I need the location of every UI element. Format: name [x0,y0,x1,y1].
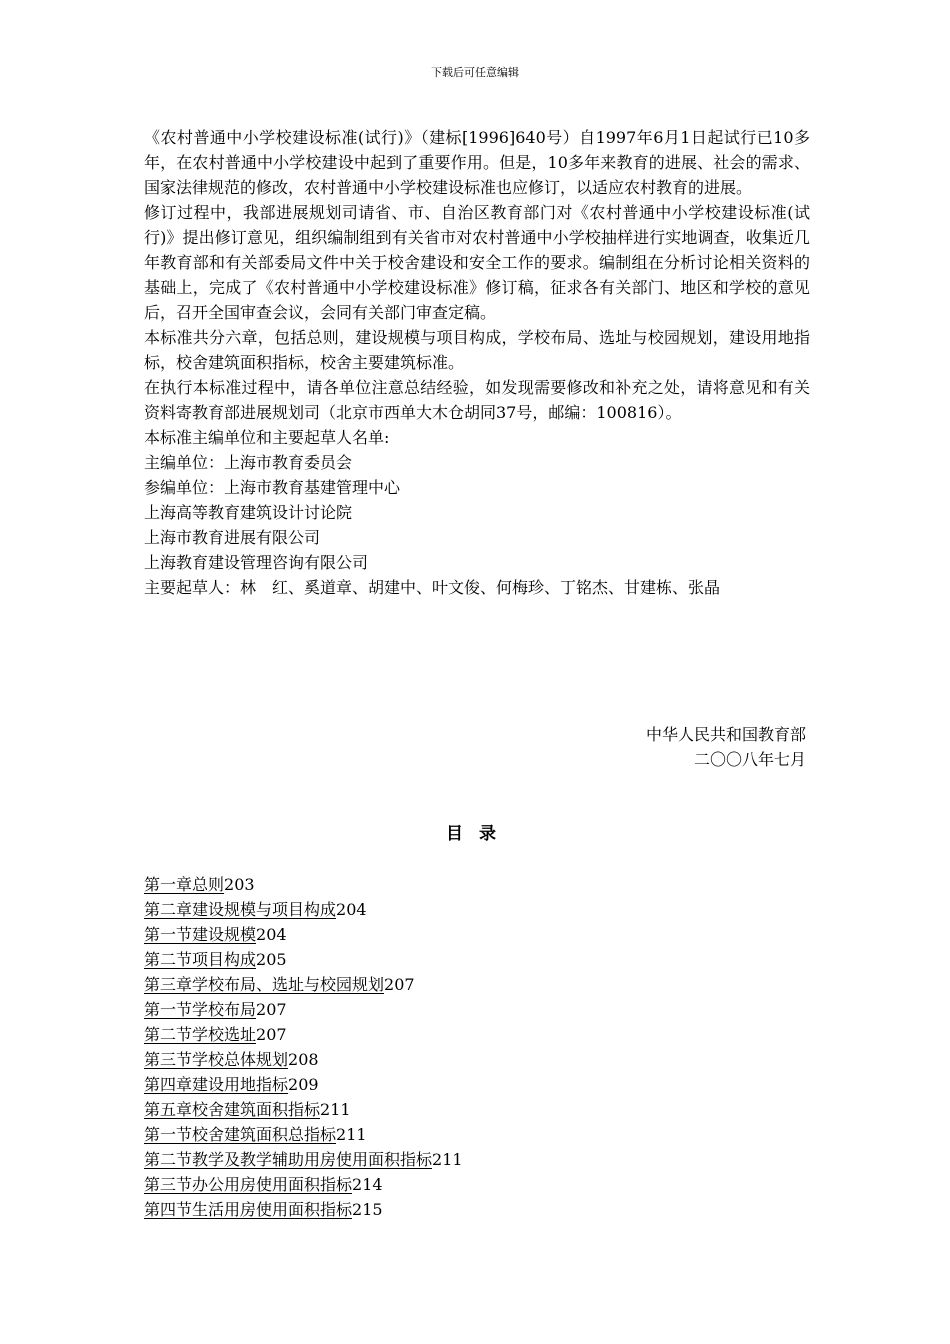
toc-item [144,1097,810,1122]
paragraph-chief-editor: 主编单位：上海市教育委员会 [144,453,353,472]
toc-item [144,947,810,972]
paragraph-history: 《农村普通中小学校建设标准(试行)》（建标[1996]640号）自1997年6月1日起试行已10多年，在农村普通中小学校建设中起到了重要作用。但是，10多年来教育的进展、社会的需求、国家法律规范的修改，农村普通中小学校建设标准也应修订，以适应农村教育的进展。 [144,128,810,197]
toc-page: 211 [336,1125,367,1144]
paragraph-revision-process: 修订过程中，我部进展规划司请省、市、自治区教育部门对《农村普通中小学校建设标准(试行)》提出修订意见，组织编制组到有关省市对农村普通中小学校抽样进行实地调查，收集近几年教育部和有关部委局文件中关于校舍建设和安全工作的要求。编制组在分析讨论相关资料的基础上，完成了《农村普通中小学校建设标准》修订稿，征求各有关部门、地区和学校的意见后，召开全国审查会议，会同有关部门审查定稿。 [144,203,810,322]
toc-page: 208 [288,1050,319,1069]
toc-page: 211 [432,1150,463,1169]
toc-page: 214 [352,1175,383,1194]
paragraph-feedback: 在执行本标准过程中，请各单位注意总结经验，如发现需要修改和补充之处，请将意见和有关资料寄教育部进展规划司（北京市西单大木仓胡同37号，邮编：100816）。 [144,378,810,422]
paragraph-author-list-intro: 本标准主编单位和主要起草人名单: [144,428,390,447]
paragraph-co-editor-3: 上海市教育进展有限公司 [144,528,321,547]
toc-page: 211 [320,1100,351,1119]
toc-link[interactable]: 第三章学校布局、选址与校园规划 [144,975,385,994]
toc-link[interactable]: 第一节校舍建筑面积总指标 [144,1125,337,1144]
toc-page: 207 [256,1025,287,1044]
toc-title: 目录 [446,824,512,844]
toc-item [144,897,810,922]
signature-date: 二〇〇八年七月 [693,750,806,769]
signature-block [144,722,806,772]
toc-page: 207 [256,1000,287,1019]
toc-item [144,872,810,897]
toc-link[interactable]: 第二节学校选址 [144,1025,257,1044]
toc-link[interactable]: 第一章总则 [144,875,225,894]
toc-item [144,1047,810,1072]
toc-page: 205 [256,950,287,969]
table-of-contents [144,872,810,1222]
toc-item [144,1072,810,1097]
toc-link[interactable]: 第四章建设用地指标 [144,1075,289,1094]
toc-link[interactable]: 第二章建设规模与项目构成 [144,900,337,919]
toc-page: 203 [224,875,255,894]
toc-link[interactable]: 第一节建设规模 [144,925,257,944]
toc-page: 204 [256,925,287,944]
toc-item [144,972,810,997]
toc-page: 215 [352,1200,383,1219]
toc-page: 207 [384,975,415,994]
toc-item [144,1147,810,1172]
toc-page: 209 [288,1075,319,1094]
toc-link[interactable]: 第一节学校布局 [144,1000,257,1019]
toc-item [144,922,810,947]
toc-item [144,1197,810,1222]
header-note: 下载后可任意编辑 [431,66,519,79]
toc-item [144,997,810,1022]
paragraph-chapters: 本标准共分六章，包括总则，建设规模与项目构成，学校布局、选址与校园规划，建设用地指标，校舍建筑面积指标，校舍主要建筑标准。 [144,328,810,372]
document-body [144,125,810,600]
toc-link[interactable]: 第五章校舍建筑面积指标 [144,1100,321,1119]
paragraph-drafters: 主要起草人：林 红、奚道章、胡建中、叶文俊、何梅珍、丁铭杰、甘建栋、张晶 [144,578,721,597]
toc-link[interactable]: 第三节办公用房使用面积指标 [144,1175,353,1194]
toc-item [144,1022,810,1047]
paragraph-co-editor-4: 上海教育建设管理咨询有限公司 [144,553,369,572]
toc-item [144,1172,810,1197]
toc-link[interactable]: 第二节项目构成 [144,950,257,969]
toc-item [144,1122,810,1147]
toc-link[interactable]: 第四节生活用房使用面积指标 [144,1200,353,1219]
paragraph-co-editor-2: 上海高等教育建筑设计讨论院 [144,503,353,522]
paragraph-co-editor: 参编单位：上海市教育基建管理中心 [144,478,401,497]
toc-link[interactable]: 第二节教学及教学辅助用房使用面积指标 [144,1150,433,1169]
signature-org: 中华人民共和国教育部 [645,725,806,744]
toc-link[interactable]: 第三节学校总体规划 [144,1050,289,1069]
toc-page: 204 [336,900,367,919]
